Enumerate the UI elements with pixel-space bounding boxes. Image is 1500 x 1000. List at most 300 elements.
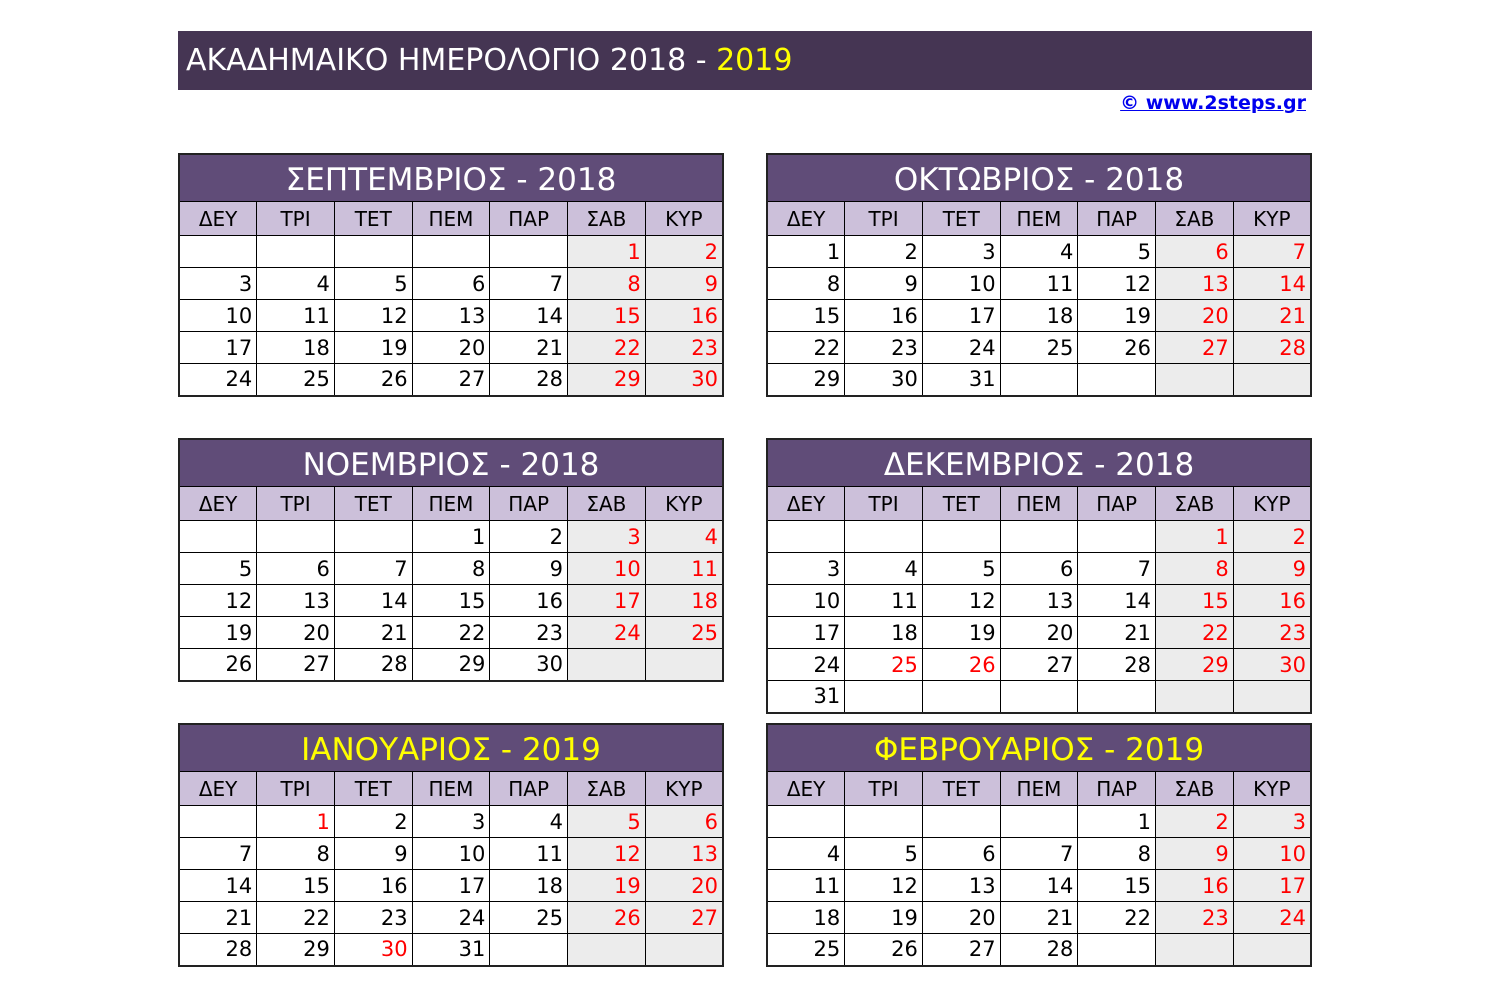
day-cell: 18	[257, 332, 335, 364]
day-cell: 22	[767, 332, 845, 364]
day-cell: 18	[767, 902, 845, 934]
day-cell: 27	[1156, 332, 1234, 364]
weekday-row	[179, 487, 723, 521]
weekday-row	[767, 772, 1311, 806]
month-title: ΟΚΤΩΒΡΙΟΣ - 2018	[766, 153, 1312, 201]
day-cell: 26	[1078, 332, 1156, 364]
weekday-label: ΣΑΒ	[1156, 487, 1234, 521]
day-cell: 29	[568, 364, 646, 396]
day-cell: 27	[412, 364, 490, 396]
day-cell: 1	[1156, 521, 1234, 553]
day-cell: 12	[1078, 268, 1156, 300]
day-cell: 8	[257, 838, 335, 870]
day-cell: 17	[767, 617, 845, 649]
day-cell: 23	[1156, 902, 1234, 934]
weekday-label: ΚΥΡ	[1233, 772, 1311, 806]
day-cell: 3	[568, 521, 646, 553]
week-row	[767, 806, 1311, 838]
day-cell: 23	[645, 332, 723, 364]
day-cell: 30	[645, 364, 723, 396]
day-cell: 14	[490, 300, 568, 332]
weekday-label: ΔΕΥ	[179, 487, 257, 521]
week-row	[767, 268, 1311, 300]
weekday-label: ΠΑΡ	[1078, 772, 1156, 806]
day-cell: 27	[257, 649, 335, 681]
weekday-label: ΤΕΤ	[334, 202, 412, 236]
weekday-label: ΤΕΤ	[922, 202, 1000, 236]
weekday-label: ΣΑΒ	[1156, 202, 1234, 236]
day-cell: 13	[412, 300, 490, 332]
day-cell: 9	[645, 268, 723, 300]
page-title	[178, 31, 1312, 90]
day-cell: 19	[922, 617, 1000, 649]
day-cell: 30	[334, 934, 412, 966]
weekday-row	[767, 202, 1311, 236]
day-cell: 29	[257, 934, 335, 966]
weekday-label: ΚΥΡ	[645, 487, 723, 521]
weekday-label: ΤΕΤ	[334, 772, 412, 806]
weekday-label: ΠΑΡ	[490, 487, 568, 521]
week-row	[179, 268, 723, 300]
day-cell: 1	[767, 236, 845, 268]
title-year: 2019	[716, 43, 793, 78]
day-cell: 27	[922, 934, 1000, 966]
weekday-label: ΤΡΙ	[257, 202, 335, 236]
week-row	[767, 521, 1311, 553]
month-table	[766, 486, 1312, 714]
day-cell: 21	[1233, 300, 1311, 332]
day-cell: 25	[1000, 332, 1078, 364]
day-cell: 16	[1156, 870, 1234, 902]
day-cell	[1078, 681, 1156, 713]
day-cell	[1156, 681, 1234, 713]
day-cell: 9	[1156, 838, 1234, 870]
day-cell: 3	[767, 553, 845, 585]
title-text: ΑΚΑΔΗΜΑΙΚΟ ΗΜΕΡΟΛΟΓΙΟ 2018 -	[186, 43, 717, 78]
day-cell: 17	[922, 300, 1000, 332]
week-row	[179, 553, 723, 585]
day-cell: 7	[1078, 553, 1156, 585]
day-cell: 25	[845, 649, 923, 681]
weekday-label: ΣΑΒ	[1156, 772, 1234, 806]
weekday-label: ΠΕΜ	[412, 487, 490, 521]
day-cell: 20	[1000, 617, 1078, 649]
day-cell: 2	[490, 521, 568, 553]
day-cell: 8	[1078, 838, 1156, 870]
day-cell	[922, 806, 1000, 838]
day-cell: 10	[767, 585, 845, 617]
day-cell: 27	[645, 902, 723, 934]
day-cell: 25	[490, 902, 568, 934]
day-cell: 10	[1233, 838, 1311, 870]
day-cell: 2	[645, 236, 723, 268]
month-table	[178, 771, 724, 967]
month-title: ΝΟΕΜΒΡΙΟΣ - 2018	[178, 438, 724, 486]
week-row	[179, 585, 723, 617]
weekday-label: ΠΑΡ	[1078, 487, 1156, 521]
day-cell	[490, 236, 568, 268]
week-row	[767, 364, 1311, 396]
day-cell: 6	[1000, 553, 1078, 585]
weekday-label: ΚΥΡ	[645, 202, 723, 236]
day-cell: 30	[490, 649, 568, 681]
day-cell	[179, 236, 257, 268]
day-cell	[1000, 806, 1078, 838]
week-row	[179, 617, 723, 649]
weekday-label: ΠΕΜ	[412, 772, 490, 806]
day-cell: 22	[568, 332, 646, 364]
day-cell: 4	[845, 553, 923, 585]
day-cell: 15	[767, 300, 845, 332]
month-calendar	[766, 153, 1312, 397]
day-cell: 17	[1233, 870, 1311, 902]
day-cell: 19	[568, 870, 646, 902]
week-row	[179, 902, 723, 934]
day-cell	[1078, 521, 1156, 553]
month-title: ΦΕΒΡΟΥΑΡΙΟΣ - 2019	[766, 723, 1312, 771]
day-cell: 21	[490, 332, 568, 364]
day-cell: 11	[257, 300, 335, 332]
day-cell: 31	[412, 934, 490, 966]
day-cell: 20	[1156, 300, 1234, 332]
day-cell: 18	[645, 585, 723, 617]
day-cell: 15	[568, 300, 646, 332]
day-cell	[334, 236, 412, 268]
day-cell: 13	[257, 585, 335, 617]
week-row	[179, 521, 723, 553]
day-cell: 15	[1156, 585, 1234, 617]
day-cell: 2	[1233, 521, 1311, 553]
day-cell: 23	[845, 332, 923, 364]
day-cell: 8	[1156, 553, 1234, 585]
day-cell: 24	[922, 332, 1000, 364]
month-table	[766, 201, 1312, 397]
day-cell: 18	[1000, 300, 1078, 332]
day-cell: 14	[1000, 870, 1078, 902]
day-cell: 11	[845, 585, 923, 617]
day-cell: 28	[1233, 332, 1311, 364]
day-cell: 30	[845, 364, 923, 396]
day-cell: 19	[845, 902, 923, 934]
day-cell: 25	[645, 617, 723, 649]
day-cell	[922, 521, 1000, 553]
day-cell: 15	[1078, 870, 1156, 902]
day-cell: 18	[490, 870, 568, 902]
day-cell: 13	[1000, 585, 1078, 617]
day-cell	[1233, 934, 1311, 966]
day-cell: 11	[490, 838, 568, 870]
month-table	[178, 201, 724, 397]
week-row	[767, 236, 1311, 268]
day-cell: 14	[179, 870, 257, 902]
day-cell: 28	[490, 364, 568, 396]
day-cell: 4	[1000, 236, 1078, 268]
day-cell: 22	[1078, 902, 1156, 934]
day-cell: 9	[1233, 553, 1311, 585]
day-cell	[645, 649, 723, 681]
day-cell: 23	[490, 617, 568, 649]
day-cell: 14	[1078, 585, 1156, 617]
day-cell	[845, 806, 923, 838]
weekday-label: ΔΕΥ	[767, 202, 845, 236]
month-calendar	[766, 723, 1312, 967]
day-cell: 6	[922, 838, 1000, 870]
day-cell: 16	[645, 300, 723, 332]
day-cell: 12	[179, 585, 257, 617]
weekday-label: ΣΑΒ	[568, 772, 646, 806]
day-cell: 29	[767, 364, 845, 396]
day-cell: 8	[412, 553, 490, 585]
day-cell: 6	[257, 553, 335, 585]
day-cell: 4	[490, 806, 568, 838]
week-row	[179, 364, 723, 396]
day-cell: 19	[179, 617, 257, 649]
weekday-row	[179, 772, 723, 806]
day-cell: 21	[334, 617, 412, 649]
weekday-label: ΔΕΥ	[179, 772, 257, 806]
day-cell	[257, 521, 335, 553]
day-cell: 9	[334, 838, 412, 870]
week-row	[767, 838, 1311, 870]
week-row	[179, 332, 723, 364]
day-cell: 29	[412, 649, 490, 681]
month-table	[178, 486, 724, 682]
day-cell: 2	[334, 806, 412, 838]
day-cell: 20	[257, 617, 335, 649]
weekday-label: ΣΑΒ	[568, 202, 646, 236]
day-cell	[334, 521, 412, 553]
day-cell: 31	[767, 681, 845, 713]
week-row	[179, 300, 723, 332]
weekday-label: ΤΡΙ	[257, 487, 335, 521]
day-cell: 7	[490, 268, 568, 300]
day-cell: 20	[922, 902, 1000, 934]
day-cell: 7	[179, 838, 257, 870]
day-cell	[257, 236, 335, 268]
month-title: ΔΕΚΕΜΒΡΙΟΣ - 2018	[766, 438, 1312, 486]
day-cell: 12	[568, 838, 646, 870]
day-cell: 25	[257, 364, 335, 396]
day-cell: 21	[1000, 902, 1078, 934]
day-cell: 30	[1233, 649, 1311, 681]
day-cell: 5	[334, 268, 412, 300]
weekday-label: ΠΕΜ	[1000, 772, 1078, 806]
day-cell: 12	[334, 300, 412, 332]
month-calendar	[178, 723, 724, 967]
weekday-label: ΤΡΙ	[845, 772, 923, 806]
day-cell: 8	[767, 268, 845, 300]
day-cell: 3	[179, 268, 257, 300]
day-cell: 3	[922, 236, 1000, 268]
week-row	[767, 870, 1311, 902]
day-cell: 1	[257, 806, 335, 838]
day-cell	[1000, 364, 1078, 396]
day-cell: 13	[922, 870, 1000, 902]
day-cell: 28	[334, 649, 412, 681]
day-cell: 5	[179, 553, 257, 585]
day-cell: 5	[845, 838, 923, 870]
day-cell: 21	[179, 902, 257, 934]
weekday-label: ΣΑΒ	[568, 487, 646, 521]
day-cell	[845, 681, 923, 713]
day-cell: 15	[257, 870, 335, 902]
day-cell: 28	[179, 934, 257, 966]
day-cell: 24	[179, 364, 257, 396]
day-cell	[1078, 364, 1156, 396]
week-row	[767, 649, 1311, 681]
day-cell: 2	[845, 236, 923, 268]
week-row	[179, 236, 723, 268]
day-cell	[922, 681, 1000, 713]
day-cell: 5	[922, 553, 1000, 585]
day-cell	[568, 649, 646, 681]
week-row	[179, 806, 723, 838]
day-cell	[1156, 364, 1234, 396]
weekday-label: ΠΑΡ	[490, 772, 568, 806]
weekday-row	[767, 487, 1311, 521]
day-cell: 17	[179, 332, 257, 364]
day-cell: 15	[412, 585, 490, 617]
day-cell: 5	[1078, 236, 1156, 268]
day-cell: 4	[645, 521, 723, 553]
day-cell	[1000, 681, 1078, 713]
week-row	[179, 838, 723, 870]
weekday-label: ΔΕΥ	[179, 202, 257, 236]
day-cell: 26	[568, 902, 646, 934]
day-cell: 26	[922, 649, 1000, 681]
day-cell: 12	[845, 870, 923, 902]
day-cell: 1	[568, 236, 646, 268]
day-cell: 8	[568, 268, 646, 300]
day-cell: 16	[845, 300, 923, 332]
day-cell	[412, 236, 490, 268]
day-cell: 7	[334, 553, 412, 585]
day-cell: 3	[1233, 806, 1311, 838]
day-cell: 20	[645, 870, 723, 902]
day-cell: 10	[179, 300, 257, 332]
weekday-label: ΤΡΙ	[845, 487, 923, 521]
day-cell: 6	[412, 268, 490, 300]
day-cell: 23	[334, 902, 412, 934]
day-cell	[568, 934, 646, 966]
day-cell: 19	[1078, 300, 1156, 332]
weekday-label: ΤΕΤ	[334, 487, 412, 521]
day-cell: 26	[179, 649, 257, 681]
weekday-row	[179, 202, 723, 236]
day-cell: 23	[1233, 617, 1311, 649]
day-cell: 16	[490, 585, 568, 617]
month-title: ΙΑΝΟΥΑΡΙΟΣ - 2019	[178, 723, 724, 771]
week-row	[179, 934, 723, 966]
week-row	[767, 902, 1311, 934]
weekday-label: ΤΕΤ	[922, 487, 1000, 521]
week-row	[767, 585, 1311, 617]
weekday-label: ΔΕΥ	[767, 772, 845, 806]
day-cell: 10	[412, 838, 490, 870]
day-cell: 19	[334, 332, 412, 364]
day-cell: 16	[1233, 585, 1311, 617]
month-title: ΣΕΠΤΕΜΒΡΙΟΣ - 2018	[178, 153, 724, 201]
day-cell: 27	[1000, 649, 1078, 681]
day-cell: 9	[490, 553, 568, 585]
week-row	[767, 300, 1311, 332]
day-cell	[1233, 681, 1311, 713]
weekday-label: ΠΕΜ	[1000, 202, 1078, 236]
day-cell	[1233, 364, 1311, 396]
week-row	[767, 332, 1311, 364]
day-cell: 1	[412, 521, 490, 553]
day-cell	[767, 806, 845, 838]
weekday-label: ΚΥΡ	[645, 772, 723, 806]
month-calendar	[178, 153, 724, 397]
day-cell: 22	[1156, 617, 1234, 649]
day-cell: 24	[568, 617, 646, 649]
weekday-label: ΤΡΙ	[257, 772, 335, 806]
day-cell: 28	[1078, 649, 1156, 681]
day-cell: 4	[767, 838, 845, 870]
week-row	[767, 617, 1311, 649]
day-cell	[179, 521, 257, 553]
weekday-label: ΤΡΙ	[845, 202, 923, 236]
weekday-label: ΠΕΜ	[412, 202, 490, 236]
day-cell: 22	[412, 617, 490, 649]
week-row	[179, 870, 723, 902]
day-cell: 11	[767, 870, 845, 902]
day-cell: 24	[767, 649, 845, 681]
day-cell: 10	[922, 268, 1000, 300]
weekday-label: ΚΥΡ	[1233, 202, 1311, 236]
day-cell: 25	[767, 934, 845, 966]
day-cell: 29	[1156, 649, 1234, 681]
day-cell: 26	[845, 934, 923, 966]
day-cell: 18	[845, 617, 923, 649]
day-cell: 20	[412, 332, 490, 364]
day-cell: 1	[1078, 806, 1156, 838]
weekday-label: ΤΕΤ	[922, 772, 1000, 806]
day-cell: 17	[412, 870, 490, 902]
day-cell: 9	[845, 268, 923, 300]
day-cell: 13	[645, 838, 723, 870]
day-cell: 13	[1156, 268, 1234, 300]
copyright-link[interactable]: © www.2steps.gr	[1120, 92, 1306, 114]
day-cell: 6	[1156, 236, 1234, 268]
day-cell: 7	[1233, 236, 1311, 268]
day-cell: 12	[922, 585, 1000, 617]
day-cell: 7	[1000, 838, 1078, 870]
month-calendar	[178, 438, 724, 682]
day-cell	[1078, 934, 1156, 966]
day-cell	[845, 521, 923, 553]
day-cell: 14	[334, 585, 412, 617]
day-cell: 11	[1000, 268, 1078, 300]
day-cell: 5	[568, 806, 646, 838]
week-row	[767, 553, 1311, 585]
day-cell: 3	[412, 806, 490, 838]
day-cell	[179, 806, 257, 838]
week-row	[767, 681, 1311, 713]
day-cell: 16	[334, 870, 412, 902]
day-cell: 11	[645, 553, 723, 585]
month-calendar	[766, 438, 1312, 714]
day-cell: 14	[1233, 268, 1311, 300]
week-row	[179, 649, 723, 681]
day-cell: 21	[1078, 617, 1156, 649]
month-table	[766, 771, 1312, 967]
day-cell	[767, 521, 845, 553]
day-cell: 31	[922, 364, 1000, 396]
day-cell: 26	[334, 364, 412, 396]
day-cell: 4	[257, 268, 335, 300]
